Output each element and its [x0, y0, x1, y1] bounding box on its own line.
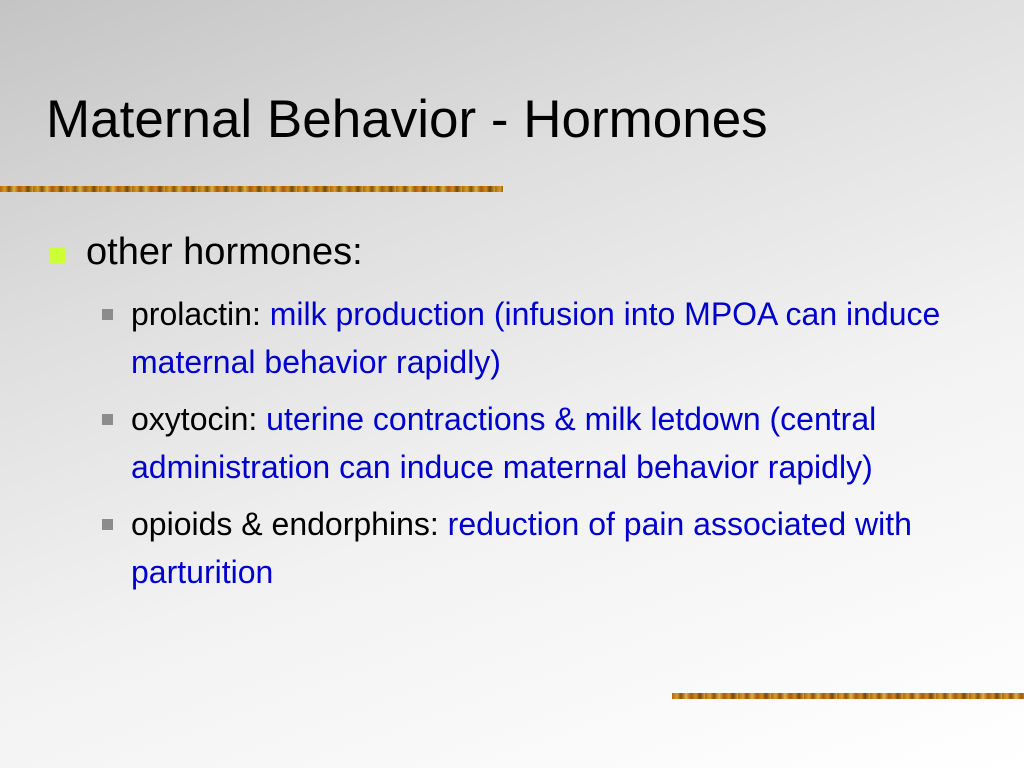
- list-item-oxytocin: [131, 395, 961, 491]
- bullet-other-hormones: other hormones:: [86, 231, 363, 273]
- hormone-description: uterine contractions & milk letdown (central administration can induce maternal behavior rapidly): [131, 401, 877, 485]
- hormone-term: oxytocin:: [131, 401, 267, 437]
- hormone-description: milk production (infusion into MPOA can induce maternal behavior rapidly): [131, 296, 941, 380]
- level2-bullet-icon: [102, 309, 113, 320]
- footer-accent-rule: [672, 693, 1024, 699]
- hormone-term: opioids & endorphins:: [131, 506, 448, 542]
- level2-bullet-icon: [102, 414, 113, 425]
- slide-title: Maternal Behavior - Hormones: [46, 90, 768, 149]
- list-item-opioids: [131, 500, 961, 596]
- level2-bullet-icon: [102, 519, 113, 530]
- hormone-description: reduction of pain associated with parturition: [131, 506, 912, 590]
- title-underline-rule: [0, 186, 503, 192]
- list-item-prolactin: [131, 290, 961, 386]
- level1-bullet-icon: [50, 248, 65, 263]
- hormone-term: prolactin:: [131, 296, 270, 332]
- hormone-list: [131, 290, 961, 605]
